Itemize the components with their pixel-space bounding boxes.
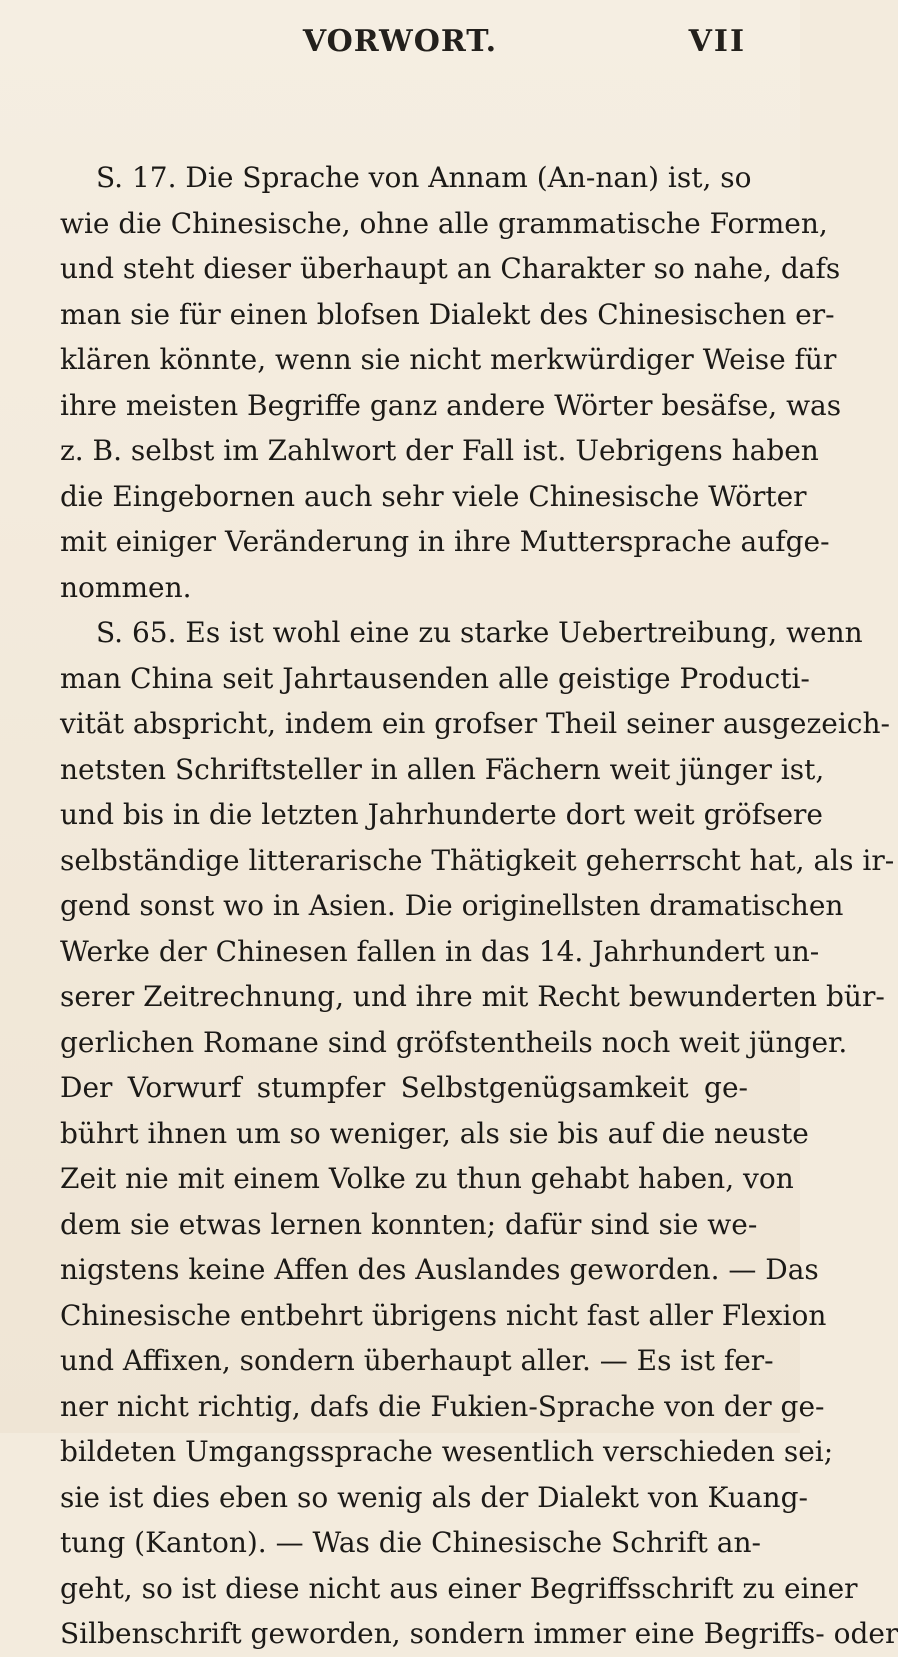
text-line: S. 65. Es ist wohl eine zu starke Uebertreibung, wenn [96, 616, 863, 649]
text-line: z. B. selbst im Zahlwort der Fall ist. Uebrigens haben [60, 434, 819, 467]
text-line: gend sonst wo in Asien. Die originellsten dramatischen [60, 889, 844, 922]
text-line: Werke der Chinesen fallen in das 14. Jahrhundert un- [60, 934, 820, 968]
text-line: Zeit nie mit einem Volke zu thun gehabt haben, von [60, 1162, 794, 1195]
text-line: netsten Schriftsteller in allen Fächern weit jünger ist, [60, 752, 825, 786]
text-line: mit einiger Veränderung in ihre Muttersprache aufge- [60, 525, 830, 558]
text-line: serer Zeitrechnung, und ihre mit Recht bewunderten bür- [60, 980, 885, 1013]
body-text [60, 155, 898, 1657]
text-line: wie die Chinesische, ohne alle grammatische Formen, [60, 206, 828, 240]
text-line: S. 17. Die Sprache von Annam (An-nan) ist, so [96, 161, 752, 194]
text-line: nommen. [60, 570, 192, 604]
text-line: die Eingebornen auch sehr viele Chinesische Wörter [60, 479, 807, 513]
text-line: Der Vorwurf stumpfer Selbstgenügsamkeit ge- [60, 1071, 748, 1104]
text-line: man China seit Jahrtausenden alle geistige Producti- [60, 661, 810, 695]
text-line: bührt ihnen um so weniger, als sie bis auf die neuste [60, 1116, 809, 1150]
text-line: gerlichen Romane sind gröfstentheils noch weit jünger. [60, 1025, 848, 1059]
text-line: vität abspricht, indem ein grofser Theil seiner ausgezeich- [60, 707, 890, 740]
text-line: und bis in die letzten Jahrhunderte dort weit gröfsere [60, 798, 823, 831]
text-line: und Affixen, sondern überhaupt aller. — Es ist fer- [60, 1344, 774, 1377]
text-line: nigstens keine Affen des Auslandes geworden. — Das [60, 1253, 819, 1286]
text-line: geht, so ist diese nicht aus einer Begriffsschrift zu einer [60, 1571, 858, 1605]
text-line: sie ist dies eben so wenig als der Dialekt von Kuang- [60, 1480, 808, 1514]
text-line: dem sie etwas lernen konnten; dafür sind sie we- [60, 1207, 758, 1241]
page-number: VII [688, 24, 746, 59]
text-line: Chinesische entbehrt übrigens nicht fast aller Flexion [60, 1298, 827, 1332]
text-line: ihre meisten Begriffe ganz andere Wörter besäfse, was [60, 388, 842, 422]
running-head-title: VORWORT. [302, 24, 498, 59]
text-line: bildeten Umgangssprache wesentlich verschieden sei; [60, 1435, 834, 1468]
text-line: klären könnte, wenn sie nicht merkwürdiger Weise für [60, 343, 837, 376]
text-line: und steht dieser überhaupt an Charakter so nahe, dafs [60, 252, 841, 285]
text-line: selbständige litterarische Thätigkeit geherrscht hat, als ir- [60, 843, 895, 877]
running-head [0, 24, 800, 74]
text-line: man sie für einen blofsen Dialekt des Chinesischen er- [60, 297, 835, 331]
text-line: Silbenschrift geworden, sondern immer eine Begriffs- oder [60, 1617, 898, 1650]
text-line: ner nicht richtig, dafs die Fukien-Sprache von der ge- [60, 1389, 825, 1423]
text-line: tung (Kanton). — Was die Chinesische Schrift an- [60, 1526, 761, 1559]
